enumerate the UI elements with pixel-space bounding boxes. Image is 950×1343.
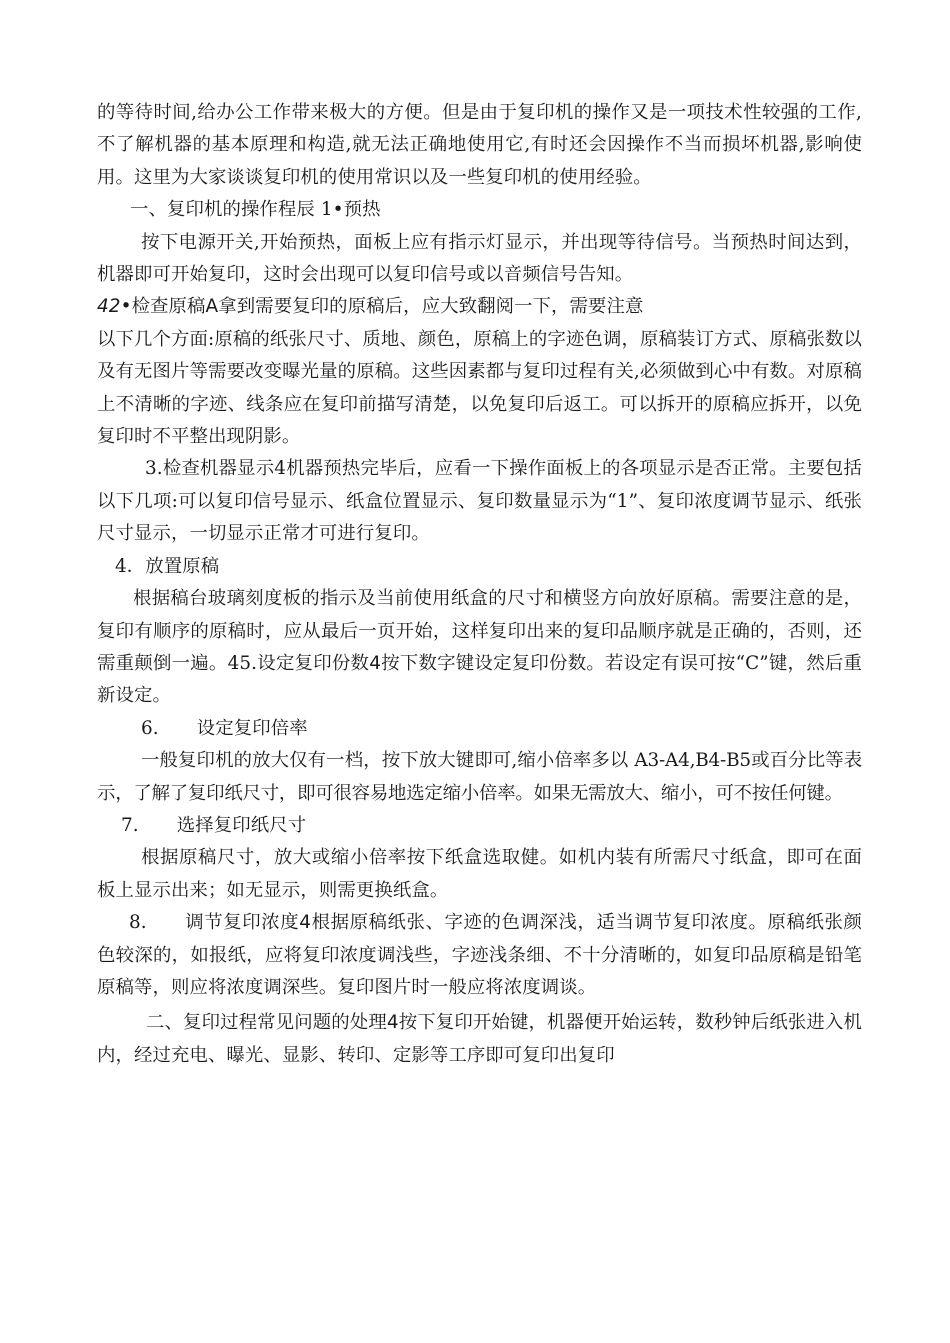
step-number: 7.: [121, 814, 139, 836]
step-mark: 4: [274, 458, 287, 480]
section-heading-problems: [97, 1007, 862, 1072]
step-title: 45.设定复印份数: [227, 652, 370, 674]
paragraph-place-original: [97, 583, 862, 713]
heading-set-ratio: [97, 713, 862, 745]
step-title: 调节复印浓度: [184, 912, 300, 934]
document-body: [97, 97, 862, 1072]
step-number: 6.: [141, 717, 159, 739]
section-text: 按下复印开始键，机器便开始运转，数秒钟后纸张进入机内，经过充电、曝光、显影、转印、定影等工序即可复印出复印: [97, 1012, 862, 1066]
section-title: 二、复印过程常见问题的处理: [146, 1012, 387, 1034]
paragraph-check-original-lead: [97, 291, 862, 323]
step-mark: A: [205, 296, 219, 318]
step-text: 机器预热完毕后，应看一下操作面板上的各项显示是否正常。主要包括以下几项:可以复印信号显示、纸盒位置显示、复印数量显示为“1”、复印浓度调节显示、纸张尺寸显示，一切显示正常才可进行复印。: [97, 458, 862, 545]
step-text: 根据原稿纸张、字迹的色调深浅，适当调节复印浓度。原稿纸张颜色较深的，如报纸，应将复印浓度调浅些，字迹浅条细、不十分清晰的，如复印品原稿是铅笔原稿等，则应将浓度调深些。复印图片时一般应将浓度调谈。: [97, 912, 862, 998]
heading-select-paper: [97, 810, 862, 842]
step-title: 设定复印倍率: [196, 717, 308, 739]
step-text: 根据稿台玻璃刻度板的指示及当前使用纸盒的尺寸和横竖方向放好原稿。需要注意的是，复印有顺序的原稿时，应从最后一页开始，这样复印出来的复印品顺序就是正确的，否则，还需重颠倒一遍。: [97, 588, 862, 674]
step-mark: 4: [369, 652, 382, 674]
step-title: 3.检查机器显示: [145, 458, 275, 480]
step-number: 42•: [97, 296, 132, 318]
step-mark: 4: [299, 912, 312, 934]
step-title: 选择复印纸尺寸: [176, 814, 307, 836]
paragraph-select-paper: 根据原稿尺寸，放大或缩小倍率按下纸盒选取健。如机内装有所需尺寸纸盒，即可在面板上显示出来；如无显示，则需更换纸盒。: [97, 847, 862, 901]
step-number: 8.: [129, 912, 147, 934]
paragraph-set-ratio: 一般复印机的放大仅有一档，按下放大键即可,缩小倍率多以 A3-A4,B4-B5或百分比等表示，了解了复印纸尺寸，即可很容易地选定缩小倍率。如果无需放大、缩小，可不按任何键。: [97, 750, 862, 804]
step-text-continued: 按下数字键设定复印份数。若设定有误可按“C”键，然后重新设定。: [97, 652, 863, 707]
paragraph-check-display: [97, 453, 862, 550]
paragraph-preheat: 按下电源开关,开始预热，面板上应有指示灯显示，并出现等待信号。当预热时间达到，机器即可开始复印，这时会出现可以复印信号或以音频信号告知。: [97, 231, 862, 286]
step-text: 拿到需要复印的原稿后，应大致翻阅一下，需要注意: [218, 296, 644, 318]
paragraph-intro: 的等待时间,给办公工作带来极大的方便。但是由于复印机的操作又是一项技术性较强的工作,不了解机器的基本原理和构造,就无法正确地使用它,有时还会因操作不当而损坏机器,影响使用。这里为大家谈谈复印机的使用常识以及一些复印机的使用经验。: [97, 102, 862, 188]
section-heading-operation: 一、复印机的操作程辰 1•预热: [130, 199, 381, 221]
paragraph-adjust-density: [97, 907, 862, 1004]
heading-place-original: 4．放置原稿: [115, 555, 220, 577]
step-title: 检查原稿: [131, 296, 206, 318]
paragraph-check-original-detail: 以下几个方面:原稿的纸张尺寸、质地、颜色，原稿上的字迹色调，原稿装订方式、原稿张数以及有无图片等需要改变曝光量的原稿。这些因素都与复印过程有关,必须做到心中有数。对原稿上不清晰的字迹、线条应在复印前描写清楚，以免复印后返工。可以拆开的原稿应拆开，以免复印时不平整出现阴影。: [97, 328, 862, 448]
step-mark: 4: [386, 1012, 399, 1034]
